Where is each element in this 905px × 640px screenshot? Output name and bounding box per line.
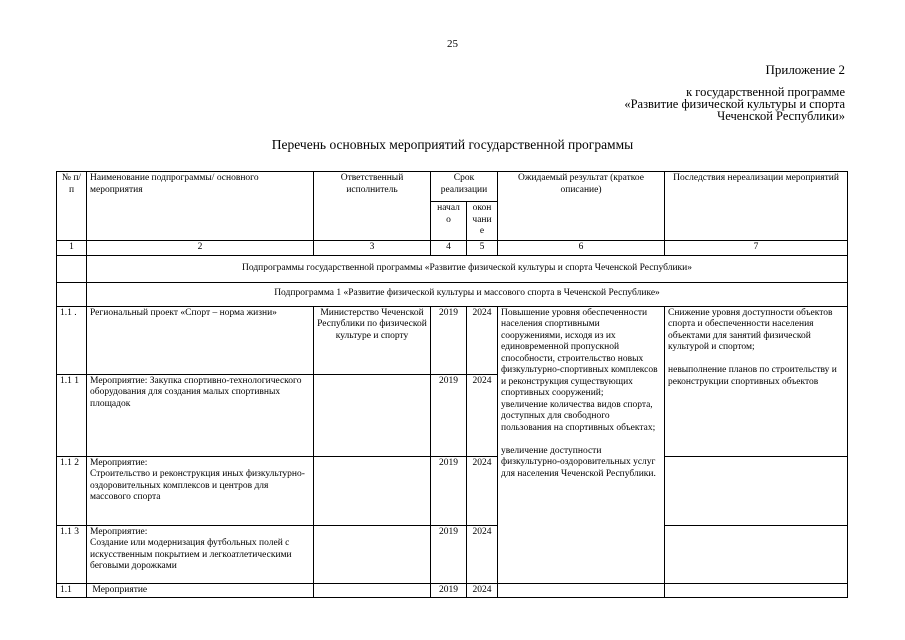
col-number: 4 (431, 241, 467, 256)
row-name: Региональный проект «Спорт – норма жизни» (87, 306, 314, 374)
header-term: Срок реализации (431, 172, 498, 202)
row-name: Мероприятие: Закупка спортивно-технологического оборудования для создания малых спортивных площадок (87, 374, 314, 456)
col-number: 3 (314, 241, 431, 256)
appendix-line-1: к государственной программе (686, 85, 845, 99)
header-num: № п/п (57, 172, 87, 241)
column-numbers-row (57, 241, 848, 256)
row-num: 1.1 (57, 583, 87, 598)
appendix-line-3: Чеченской Республики» (717, 109, 845, 123)
row-end: 2024 (467, 583, 498, 598)
document-title: Перечень основных мероприятий государственной программы (271, 137, 634, 152)
table-row (57, 306, 848, 374)
header-consequences: Последствия нереализации мероприятий (665, 172, 848, 241)
consequences-cell: Снижение уровня доступности объектов спорта и обеспеченности населения объектами для занятий физической культурой и спортом; невыполнение планов по строительству и реконструкции спортивных объектов (665, 306, 848, 456)
row-executor (314, 456, 431, 525)
col-number: 5 (467, 241, 498, 256)
table-row (57, 456, 848, 525)
section-row (57, 255, 848, 282)
row-end: 2024 (467, 306, 498, 374)
row-executor (314, 583, 431, 598)
row-name: Мероприятие (87, 583, 314, 598)
subprogram-row (57, 282, 848, 306)
row-start: 2019 (431, 456, 467, 525)
row-executor (314, 374, 431, 456)
row-end: 2024 (467, 456, 498, 525)
header-start: начал о (431, 202, 467, 241)
header-end: окон чани е (467, 202, 498, 241)
row-num: 1.1 3 (57, 525, 87, 583)
row-num: 1.1 . (57, 306, 87, 374)
measures-table (56, 171, 848, 598)
header-row (57, 172, 848, 202)
row-start: 2019 (431, 583, 467, 598)
table-row (57, 525, 848, 583)
col-number: 1 (57, 241, 87, 256)
appendix-block (624, 64, 845, 122)
header-result: Ожидаемый результат (краткое описание) (498, 172, 665, 241)
row-num: 1.1 2 (57, 456, 87, 525)
row-executor: Министерство Чеченской Республики по физической культуре и спорту (314, 306, 431, 374)
row-start: 2019 (431, 374, 467, 456)
consequences-empty-cell (665, 525, 848, 583)
consequences-empty-cell (665, 456, 848, 525)
page-number: 25 (447, 38, 458, 50)
table-row (57, 583, 848, 598)
row-num: 1.1 1 (57, 374, 87, 456)
col-number: 2 (87, 241, 314, 256)
header-executor: Ответственный исполнитель (314, 172, 431, 241)
row-start: 2019 (431, 306, 467, 374)
subprogram-title: Подпрограмма 1 «Развитие физической культуры и массового спорта в Чеченской Республике» (87, 282, 848, 306)
row-start: 2019 (431, 525, 467, 583)
row-executor (314, 525, 431, 583)
row-name: Мероприятие: Строительство и реконструкция иных физкультурно-оздоровительных комплексов и центров для массового спорта (87, 456, 314, 525)
row-end: 2024 (467, 525, 498, 583)
row-end: 2024 (467, 374, 498, 456)
section-title: Подпрограммы государственной программы «Развитие физической культуры и спорта Чеченской Республики» (87, 255, 848, 282)
header-name: Наименование подпрограммы/ основного мероприятия (87, 172, 314, 241)
result-cell: Повышение уровня обеспеченности населения спортивными сооружениями, исходя из их единовременной пропускной способности, строительство новых физкультурно-спортивных комплексов и реконструкция существующих спортивных сооружений; увеличение количества видов спорта, доступных для свободного пользования на спортивных объектах; увеличение доступности физкультурно-оздоровительных услуг для населения Чеченской Республики. (498, 306, 665, 583)
appendix-line-2: «Развитие физической культуры и спорта (624, 97, 845, 111)
row-name: Мероприятие: Создание или модернизация футбольных полей с искусственным покрытием и легкоатлетическими беговыми дорожками (87, 525, 314, 583)
col-number: 6 (498, 241, 665, 256)
appendix-title: Приложение 2 (765, 62, 845, 77)
col-number: 7 (665, 241, 848, 256)
